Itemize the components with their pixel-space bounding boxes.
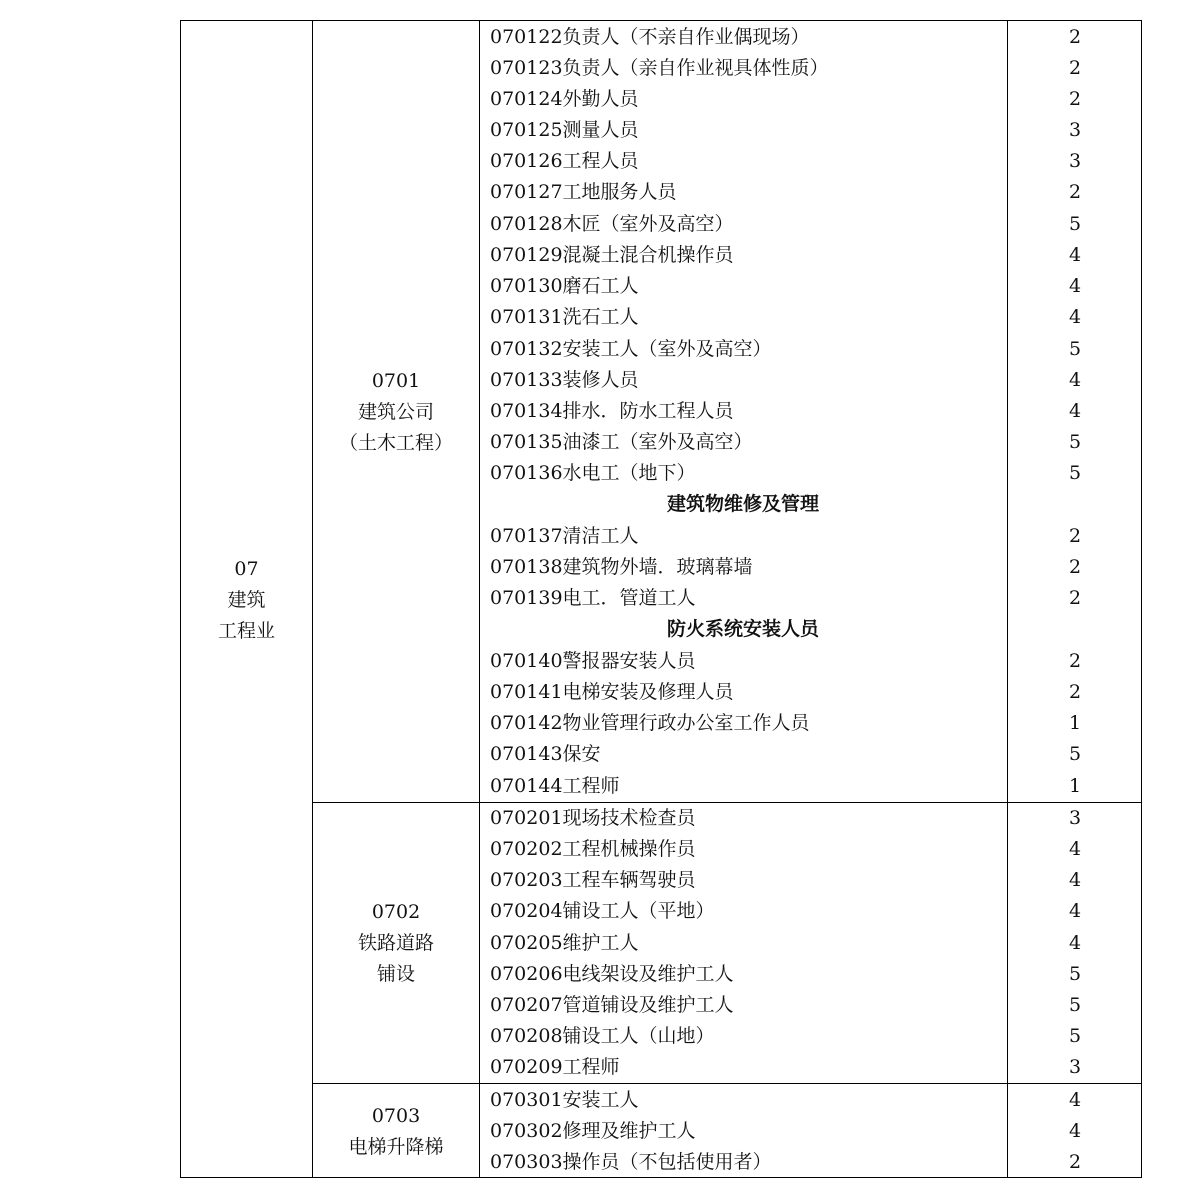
occupation-name: 070122负责人（不亲自作业偶现场） [490,26,810,48]
occupation-name: 070144工程师 [490,775,620,797]
risk-level: 3 [1068,807,1082,829]
occupation-name: 070209工程师 [490,1056,620,1078]
risk-level: 4 [1068,275,1082,297]
industry-cell [181,554,312,647]
group-name-line2: （土木工程） [338,432,453,454]
column-divider [479,21,480,1177]
risk-level: 2 [1068,525,1082,547]
risk-level: 3 [1068,150,1082,172]
group-cell-0701 [313,366,479,459]
section-heading: 防火系统安装人员 [666,618,819,640]
occupation-name: 070124外勤人员 [490,88,639,110]
risk-level: 4 [1068,900,1082,922]
occupation-name: 070136水电工（地下） [490,462,696,484]
risk-level: 2 [1068,57,1082,79]
occupation-name: 070204铺设工人（平地） [490,900,715,922]
occupation-name: 070141电梯安装及修理人员 [490,681,734,703]
group-cell-0702 [313,897,479,990]
risk-level: 4 [1068,838,1082,860]
risk-level: 5 [1068,462,1082,484]
industry-name-line1: 建筑 [227,589,266,611]
risk-level: 4 [1068,869,1082,891]
group-name-line1: 建筑公司 [357,401,434,423]
risk-level: 5 [1068,1025,1082,1047]
industry-name-line2: 工程业 [217,620,275,642]
occupation-name: 070301安装工人 [490,1089,639,1111]
occupation-name: 070132安装工人（室外及高空） [490,338,772,360]
occupation-name: 070205维护工人 [490,932,639,954]
occupation-name: 070137清洁工人 [490,525,639,547]
group-cell-0703 [313,1101,479,1163]
occupation-name: 070123负责人（亲自作业视具体性质） [490,57,829,79]
risk-level: 2 [1068,681,1082,703]
risk-level: 2 [1068,650,1082,672]
occupation-name: 070142物业管理行政办公室工作人员 [490,712,810,734]
group-name-line2: 铺设 [376,963,415,985]
risk-level: 4 [1068,400,1082,422]
occupation-name: 070135油漆工（室外及高空） [490,431,753,453]
risk-level: 5 [1068,338,1082,360]
risk-level: 2 [1068,556,1082,578]
risk-level: 4 [1068,244,1082,266]
risk-level: 2 [1068,587,1082,609]
occupation-name: 070206电线架设及维护工人 [490,963,734,985]
occupation-name: 070303操作员（不包括使用者） [490,1151,772,1173]
risk-level: 4 [1068,306,1082,328]
risk-level: 4 [1068,932,1082,954]
column-divider [312,21,313,1177]
occupation-table [180,20,1142,1178]
column-divider [1007,21,1008,1177]
group-code: 0702 [371,901,421,923]
group-name-line1: 电梯升降梯 [348,1136,444,1158]
group-divider [312,1083,1142,1084]
risk-level: 5 [1068,963,1082,985]
occupation-name: 070126工程人员 [490,150,639,172]
industry-code: 07 [234,558,259,580]
group-divider [312,802,1142,803]
risk-level: 1 [1068,712,1082,734]
occupation-name: 070302修理及维护工人 [490,1120,696,1142]
risk-level: 1 [1068,775,1082,797]
risk-level: 2 [1068,1151,1082,1173]
risk-level: 5 [1068,431,1082,453]
occupation-name: 070134排水．防水工程人员 [490,400,734,422]
risk-level: 2 [1068,181,1082,203]
risk-level: 4 [1068,1120,1082,1142]
occupation-name: 070129混凝土混合机操作员 [490,244,734,266]
occupation-name: 070207管道铺设及维护工人 [490,994,734,1016]
occupation-name: 070202工程机械操作员 [490,838,696,860]
occupation-name: 070203工程车辆驾驶员 [490,869,696,891]
risk-level: 5 [1068,743,1082,765]
risk-level: 2 [1068,88,1082,110]
risk-level: 4 [1068,1089,1082,1111]
occupation-name: 070133装修人员 [490,369,639,391]
occupation-name: 070201现场技术检查员 [490,807,696,829]
occupation-name: 070208铺设工人（山地） [490,1025,715,1047]
risk-level: 2 [1068,26,1082,48]
risk-level: 3 [1068,1056,1082,1078]
risk-level: 4 [1068,369,1082,391]
risk-level: 3 [1068,119,1082,141]
occupation-name: 070139电工．管道工人 [490,587,696,609]
occupation-name: 070125测量人员 [490,119,639,141]
risk-level: 5 [1068,213,1082,235]
occupation-name: 070127工地服务人员 [490,181,677,203]
section-heading: 建筑物维修及管理 [666,493,819,515]
occupation-name: 070138建筑物外墙．玻璃幕墙 [490,556,753,578]
occupation-name: 070143保安 [490,743,601,765]
group-code: 0703 [371,1105,421,1127]
occupation-name: 070130磨石工人 [490,275,639,297]
group-name-line1: 铁路道路 [357,932,434,954]
risk-level: 5 [1068,994,1082,1016]
occupation-name: 070140警报器安装人员 [490,650,696,672]
occupation-name: 070131洗石工人 [490,306,639,328]
occupation-name: 070128木匠（室外及高空） [490,213,734,235]
group-code: 0701 [371,370,421,392]
